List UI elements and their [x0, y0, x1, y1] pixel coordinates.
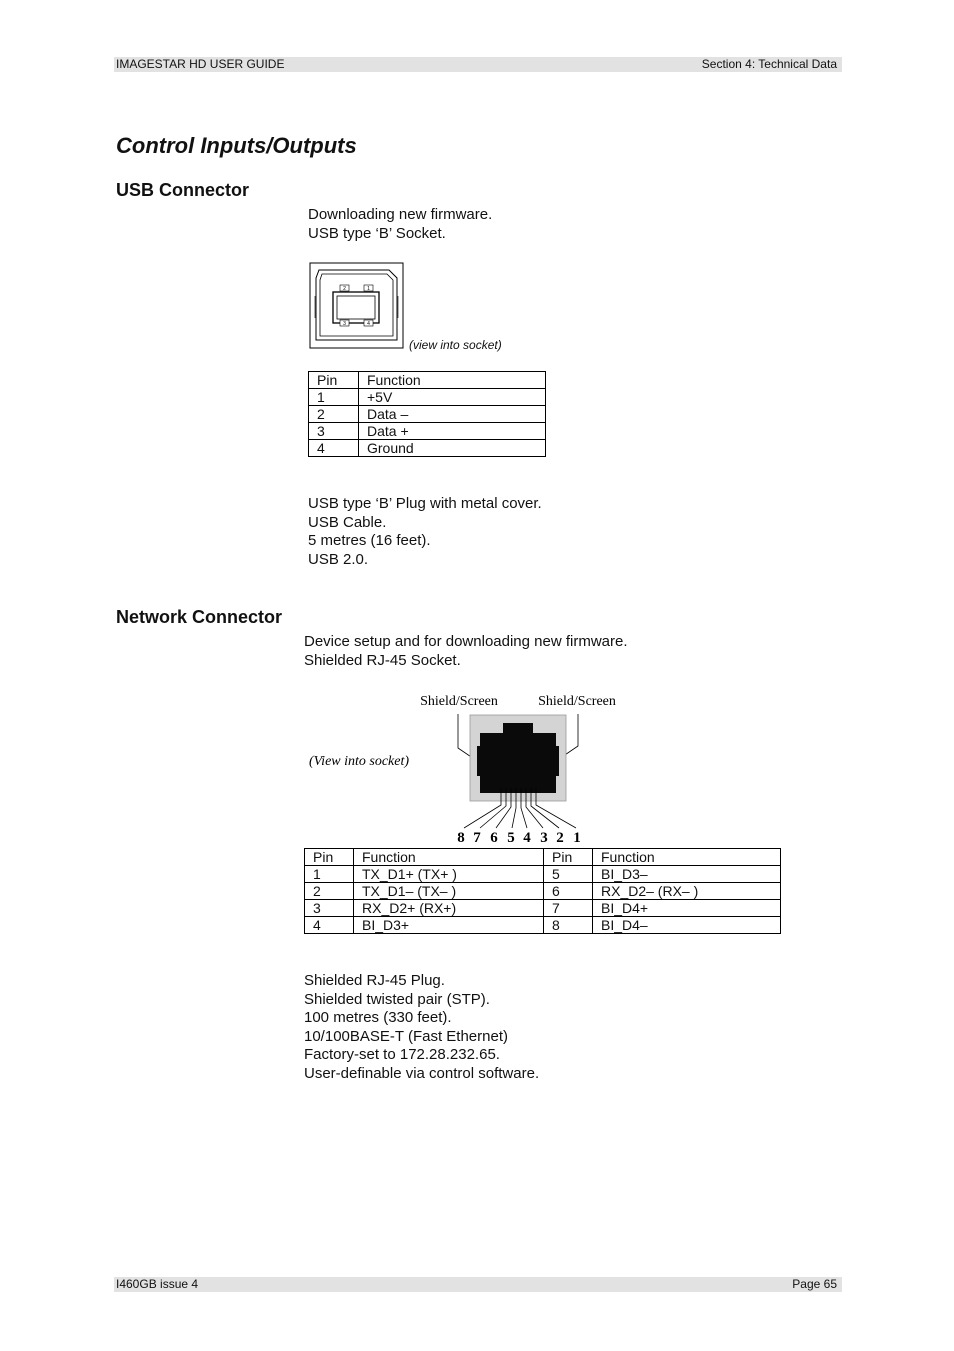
rj45-caption: (View into socket) [309, 754, 410, 769]
table-cell: 1 [305, 866, 354, 883]
table-header-cell: Pin [544, 849, 593, 866]
table-cell: BI_D4– [593, 917, 781, 934]
table-cell: +5V [359, 389, 546, 406]
network-connector-type-value: Shielded RJ-45 Socket. [304, 651, 461, 669]
table-row [309, 440, 546, 457]
table-cell: 7 [544, 900, 593, 917]
usb-pin-label: 2 [343, 286, 346, 293]
table-cell: 4 [309, 440, 359, 457]
usb-pin-table [308, 371, 546, 457]
rj45-pin-label: 3 [540, 830, 548, 846]
table-cell: 3 [305, 900, 354, 917]
table-row [305, 900, 781, 917]
shield-label-left: Shield/Screen [420, 694, 498, 709]
network-ip-value: Factory-set to 172.28.232.65. [304, 1046, 500, 1063]
shield-label-right: Shield/Screen [538, 694, 616, 709]
table-cell: BI_D4+ [593, 900, 781, 917]
usb-b-socket-diagram [309, 262, 405, 350]
table-header-cell: Pin [309, 372, 359, 389]
table-cell: BI_D3+ [354, 917, 544, 934]
footer-issue: I460GB issue 4 [116, 1277, 199, 1291]
table-header-cell: Pin [305, 849, 354, 866]
table-header-row [305, 849, 781, 866]
table-cell: TX_D1– (TX– ) [354, 883, 544, 900]
table-cell: Data – [359, 406, 546, 423]
table-header-cell: Function [359, 372, 546, 389]
network-comms-value: 10/100BASE-T (Fast Ethernet) [304, 1027, 508, 1045]
table-cell: Data + [359, 423, 546, 440]
page-header [114, 57, 842, 72]
table-row [309, 406, 546, 423]
usb-pin-label: 4 [367, 321, 370, 328]
page-footer [114, 1277, 842, 1292]
network-function-value: Device setup and for downloading new firmware. [304, 633, 628, 650]
usb-max-length-value: 5 metres (16 feet). [308, 532, 431, 549]
table-row [305, 883, 781, 900]
network-max-length-value: 100 metres (330 feet). [304, 1009, 452, 1026]
table-cell: TX_D1+ (TX+ ) [354, 866, 544, 883]
page-title: Control Inputs/Outputs [116, 133, 357, 158]
network-pin-table [304, 848, 781, 934]
rj45-pin-label: 5 [507, 830, 515, 846]
table-cell: 5 [544, 866, 593, 883]
usb-connector-type-value: USB type ‘B’ Socket. [308, 224, 446, 242]
header-doc-title: IMAGESTAR HD USER GUIDE [116, 57, 285, 71]
table-cell: 4 [305, 917, 354, 934]
usb-function-value: Downloading new firmware. [308, 206, 493, 223]
usb-cable-value: USB Cable. [308, 513, 387, 531]
usb-pin-label: 1 [367, 286, 370, 293]
table-cell: 6 [544, 883, 593, 900]
table-cell: RX_D2+ (RX+) [354, 900, 544, 917]
table-header-cell: Function [354, 849, 544, 866]
table-cell: 2 [305, 883, 354, 900]
table-row [309, 423, 546, 440]
usb-mating-value: USB type ‘B’ Plug with metal cover. [308, 495, 542, 512]
footer-page-number: Page 65 [792, 1277, 837, 1291]
rj45-socket-diagram [300, 688, 640, 848]
rj45-pin-label: 1 [573, 830, 581, 846]
table-cell: BI_D3– [593, 866, 781, 883]
rj45-pin-label: 8 [457, 830, 465, 846]
usb-pin-label: 3 [343, 321, 346, 328]
table-row [305, 866, 781, 883]
rj45-pin-label: 7 [473, 830, 481, 846]
table-cell: Ground [359, 440, 546, 457]
table-header-row [309, 372, 546, 389]
table-cell: 3 [309, 423, 359, 440]
network-cable-value: Shielded twisted pair (STP). [304, 990, 490, 1008]
usb-diagram-caption: (view into socket) [409, 338, 502, 352]
table-row [305, 917, 781, 934]
table-cell: 1 [309, 389, 359, 406]
rj45-pin-label: 6 [490, 830, 498, 846]
network-mating-value: Shielded RJ-45 Plug. [304, 972, 445, 989]
network-ip-note: User-definable via control software. [304, 1064, 540, 1082]
rj45-pin-label: 2 [556, 830, 564, 846]
table-header-cell: Function [593, 849, 781, 866]
usb-heading: USB Connector [116, 180, 250, 200]
table-cell: 2 [309, 406, 359, 423]
usb-comms-value: USB 2.0. [308, 550, 369, 568]
network-heading: Network Connector [116, 607, 283, 627]
rj45-pin-numbers [457, 830, 581, 846]
header-section: Section 4: Technical Data [701, 57, 837, 71]
rj45-pin-label: 4 [523, 830, 531, 846]
table-row [309, 389, 546, 406]
table-cell: RX_D2– (RX– ) [593, 883, 781, 900]
table-cell: 8 [544, 917, 593, 934]
